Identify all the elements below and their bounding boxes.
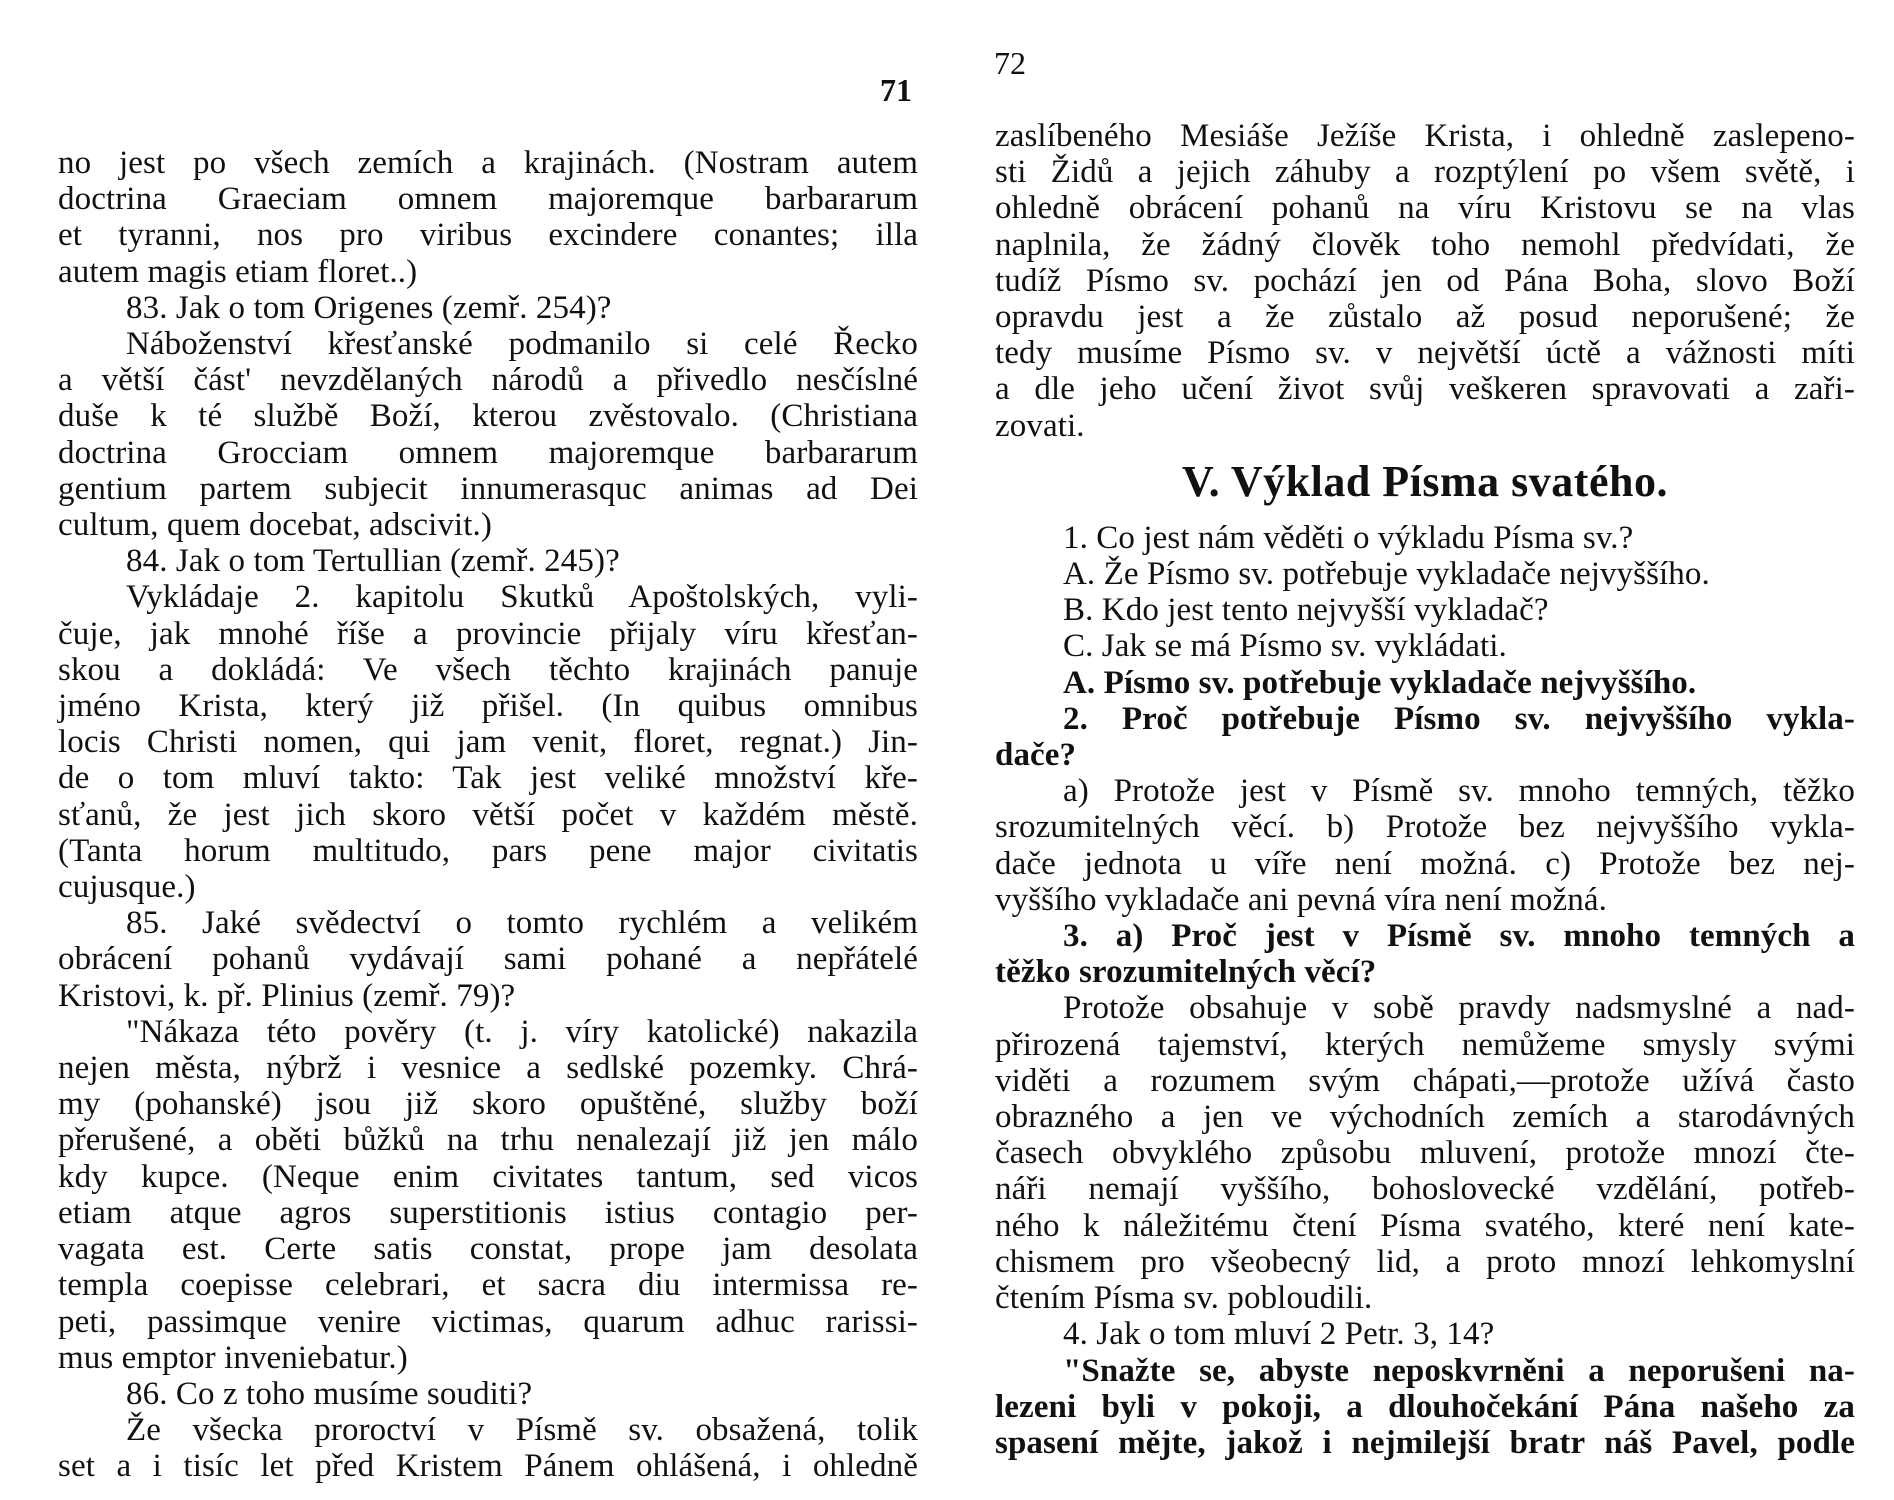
question-line: 1. Co jest nám věděti o výkladu Písma sv.? [1063, 519, 1634, 556]
text-line: sti Židů a jejich záhuby a rozptýlení po všem světě, i [995, 154, 1855, 191]
text-line: doctrina Grocciam omnem majoremque barbararum [58, 434, 918, 471]
text-line: tudíž Písmo sv. pochází jen od Pána Boha, slovo Boží [995, 262, 1855, 299]
text-line: autem magis etiam floret..) [58, 253, 418, 290]
text-line: jméno Krista, který již přišel. (In quibus omnibus [58, 688, 918, 725]
text-line: locis Christi nomen, qui jam venit, floret, regnat.) Jin- [58, 724, 918, 761]
text-line: Protože obsahuje v sobě pravdy nadsmyslné a nad- [1063, 990, 1855, 1027]
text-line: časech obvyklého způsobu mluvení, protože mnozí čte- [995, 1135, 1855, 1172]
text-line: obrazného a jen ve východních zemích a starodávných [995, 1099, 1855, 1136]
text-line: peti, passimque venire victimas, quarum adhuc rarissi- [58, 1303, 918, 1340]
text-line: templa coepisse celebrari, et sacra diu intermissa re- [58, 1267, 918, 1304]
question-line: 85. Jaké svědectví o tomto rychlém a velikém [126, 905, 918, 942]
text-line: srozumitelných věcí. b) Protože bez nejvyššího vykla- [995, 809, 1855, 846]
page-body [995, 118, 1855, 1461]
question-line: 84. Jak o tom Tertullian (zemř. 245)? [126, 543, 620, 580]
answer-line: C. Jak se má Písmo sv. vykládati. [1063, 628, 1507, 665]
text-line: Kristovi, k. př. Plinius (zemř. 79)? [58, 977, 516, 1014]
subsection-title: A. Písmo sv. potřebuje vykladače nejvyššího. [1063, 664, 1697, 701]
text-line: a dle jeho učení život svůj veškeren spravovati a zaři- [995, 371, 1855, 408]
text-line: opravdu jest a že zůstalo až posud neporušené; že [995, 299, 1855, 336]
text-line: "Nákaza této pověry (t. j. víry katolické) nakazila [126, 1013, 918, 1050]
text-line: náři nemají vyššího, bohoslovecké vzdělání, potřeb- [995, 1171, 1855, 1208]
text-line: Vykládaje 2. kapitolu Skutků Apoštolských, vyli- [126, 579, 918, 616]
question-line: 86. Co z toho musíme souditi? [126, 1375, 533, 1412]
question-line: 83. Jak o tom Origenes (zemř. 254)? [126, 289, 612, 326]
text-line: zaslíbeného Mesiáše Ježíše Krista, i ohledně zaslepeno- [995, 118, 1855, 154]
answer-line: B. Kdo jest tento nejvyšší vykladač? [1063, 592, 1549, 629]
text-line: dače jednota u víře není možná. c) Protože bez nej- [995, 845, 1855, 882]
text-line: kdy kupce. (Neque enim civitates tantum, sed vicos [58, 1158, 918, 1195]
page-number: 71 [880, 72, 912, 108]
quote-line: spasení mějte, jakož i nejmilejší bratr náš Pavel, podle [995, 1424, 1855, 1461]
text-line: obrácení pohanů vydávají sami pohané a nepřátelé [58, 941, 918, 978]
text-line: zovati. [995, 407, 1085, 444]
question-line: 2. Proč potřebuje Písmo sv. nejvyššího vykla- [1063, 700, 1855, 737]
text-line: přerušené, a oběti bůžků na trhu nenalezají již jen málo [58, 1122, 918, 1159]
text-line: čuje, jak mnohé říše a provincie přijaly víru křesťan- [58, 615, 918, 652]
text-line: mus emptor inveniebatur.) [58, 1339, 408, 1376]
question-line: těžko srozumitelných věcí? [995, 954, 1377, 991]
section-heading: V. Výklad Písma svatého. [1182, 456, 1668, 506]
text-line: Náboženství křesťanské podmanilo si celé Řecko [126, 326, 918, 363]
text-line: čtením Písma sv. pobloudili. [995, 1280, 1373, 1317]
text-line: naplnila, že žádný člověk toho nemohl předvídati, že [995, 226, 1855, 263]
text-line: sťanů, že jest jich skoro větší počet v každém městě. [58, 796, 918, 833]
text-line: etiam atque agros superstitionis istius contagio per- [58, 1194, 918, 1231]
text-line: set a i tisíc let před Kristem Pánem ohlášená, i ohledně [58, 1448, 918, 1485]
text-line: et tyranni, nos pro viribus excindere conantes; illa [58, 217, 918, 254]
text-line: viděti a rozumem svým chápati,—protože užívá často [995, 1062, 1855, 1099]
text-line: vyššího vykladače ani pevná víra není možná. [995, 881, 1607, 918]
text-line: cultum, quem docebat, adscivit.) [58, 507, 492, 544]
text-line: vagata est. Certe satis constat, prope jam desolata [58, 1231, 918, 1268]
text-line: duše k té službě Boží, kterou zvěstovalo. (Christiana [58, 398, 918, 435]
answer-line: A. Že Písmo sv. potřebuje vykladače nejvyššího. [1063, 556, 1710, 593]
quote-line: lezeni byli v pokoji, a dlouhočekání Pána našeho za [995, 1388, 1855, 1425]
right-page [947, 0, 1894, 1500]
text-line: my (pohanské) jsou již skoro opuštěné, služby boží [58, 1086, 918, 1123]
text-line: doctrina Graeciam omnem majoremque barbararum [58, 181, 918, 218]
text-line: skou a dokládá: Ve všech těchto krajinách panuje [58, 651, 918, 688]
text-line: ného k náležitému čtení Písma svatého, které není kate- [995, 1207, 1855, 1244]
quote-line: "Snažte se, abyste neposkvrněni a neporušeni na- [1063, 1352, 1855, 1389]
text-line: no jest po všech zemích a krajinách. (Nostram autem [58, 145, 918, 181]
page-body [58, 145, 918, 1485]
question-line: 3. a) Proč jest v Písmě sv. mnoho temných a [1063, 918, 1855, 955]
question-line: 4. Jak o tom mluví 2 Petr. 3, 14? [1063, 1316, 1495, 1353]
text-line: a) Protože jest v Písmě sv. mnoho temných, těžko [1063, 773, 1855, 810]
text-line: a větší část' nevzdělaných národů a přivedlo nesčíslné [58, 362, 918, 399]
text-line: gentium partem subjecit innumerasquc animas ad Dei [58, 470, 918, 507]
text-line: de o tom mluví takto: Tak jest veliké množství kře- [58, 760, 918, 797]
text-line: cujusque.) [58, 869, 196, 906]
text-line: tedy musíme Písmo sv. v největší úctě a vážnosti míti [995, 335, 1855, 372]
text-line: ohledně obrácení pohanů na víru Kristovu se na vlas [995, 190, 1855, 227]
question-line: dače? [995, 737, 1077, 774]
text-line: přirozená tajemství, kterých nemůžeme smysly svými [995, 1026, 1855, 1063]
text-line: chismem pro všeobecný lid, a proto mnozí lehkomyslní [995, 1243, 1855, 1280]
page-number: 72 [994, 45, 1026, 81]
text-line: nejen města, nýbrž i vesnice a sedlské pozemky. Chrá- [58, 1050, 918, 1087]
text-line: (Tanta horum multitudo, pars pene major civitatis [58, 832, 918, 869]
text-line: Že všecka proroctví v Písmě sv. obsažená, tolik [126, 1412, 918, 1449]
